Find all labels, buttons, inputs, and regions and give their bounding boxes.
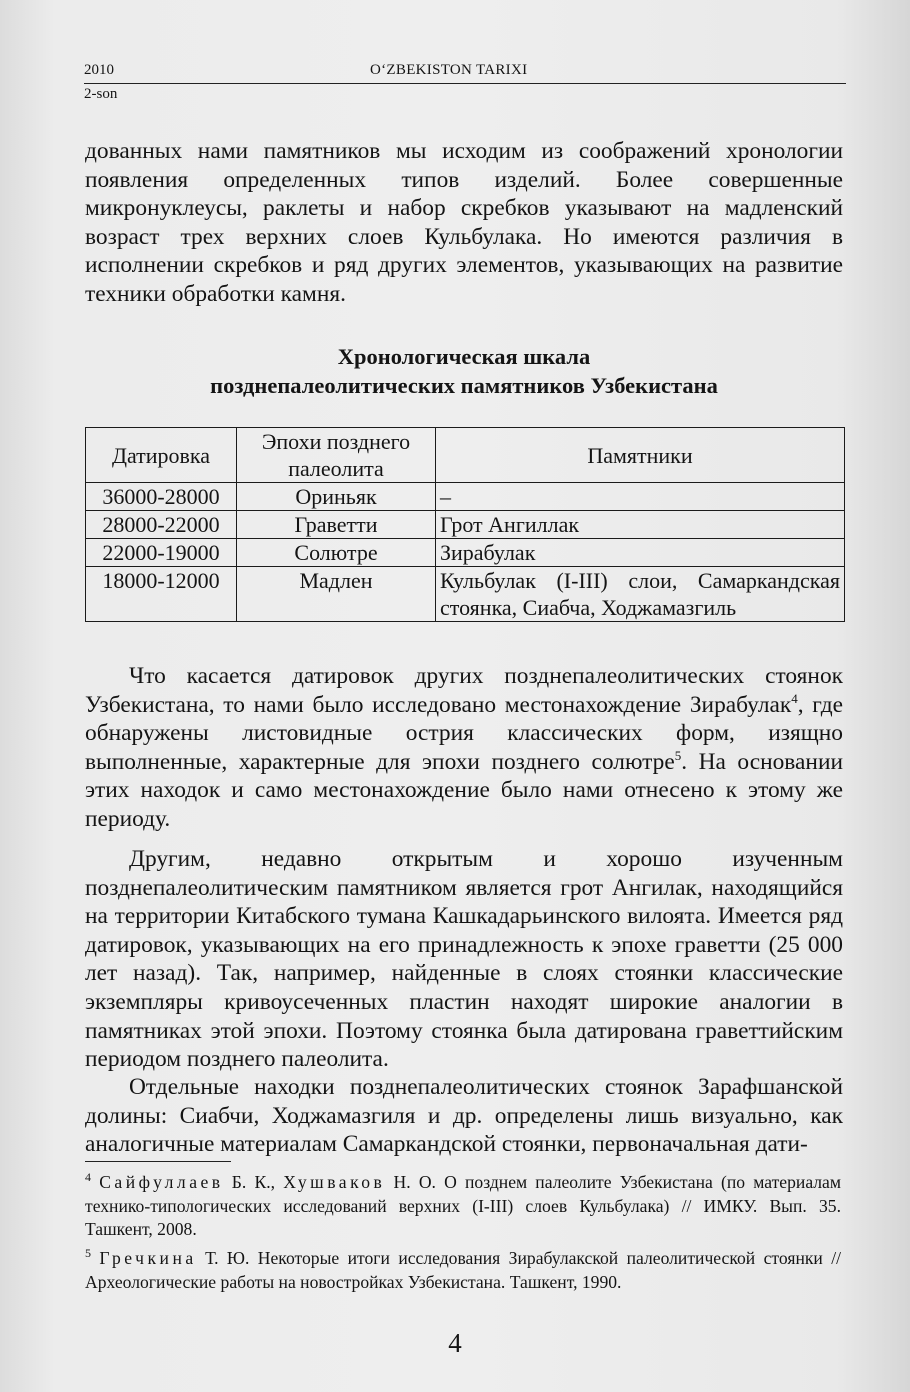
table-header-sites: Памятники [436, 428, 845, 483]
footnote-text: Н. О. О позднем палеолите Узбекистана (по материалам технико-типологических исследований верхних (I-III) слоев Кульбулака) // ИМКУ. Вып. 35. Ташкент, 2008. [85, 1172, 841, 1239]
table-cell-epoch: Ориньяк [237, 483, 436, 511]
table-cell-sites: Грот Ангиллак [436, 511, 845, 539]
table-row [86, 539, 845, 567]
paragraph-4 [85, 1073, 843, 1159]
footnote-ref-5: 5 [674, 747, 682, 763]
paragraph-2-text-b: , где обнаружены листовидные острия классических форм, изящно выполненные, характерные для эпохи позднего солютре [85, 691, 843, 775]
footnote-author: Гречкина [99, 1248, 197, 1268]
table-cell-dating: 22000-19000 [86, 539, 237, 567]
footnote-4 [85, 1171, 841, 1242]
table-row [86, 567, 845, 622]
table-row [86, 483, 845, 511]
table-title [85, 342, 843, 400]
table-cell-epoch: Солютре [237, 539, 436, 567]
paragraph-2 [85, 662, 843, 834]
table-header-epoch: Эпохи позднего палеолита [237, 428, 436, 483]
footnote-number: 4 [85, 1170, 91, 1185]
paragraph-2-text-c: . На основании этих находок и само местонахождение было нами отнесено к этому же периоду. [85, 748, 843, 832]
header-journal-title: O‘ZBEKISTON TARIXI [370, 62, 528, 78]
footnote-rule [85, 1161, 231, 1162]
table-cell-sites: Зирабулак [436, 539, 845, 567]
table-cell-epoch: Граветти [237, 511, 436, 539]
footnote-author: Сайфуллаев [99, 1172, 224, 1192]
table-cell-dating: 18000-12000 [86, 567, 237, 622]
header-rule [84, 83, 846, 84]
table-cell-sites: – [436, 483, 845, 511]
footnote-author: Хушваков [283, 1172, 386, 1192]
table-row [86, 511, 845, 539]
table-cell-sites: Кульбулак (I-III) слои, Самаркандская стоянка, Сиабча, Ходжамазгиль [436, 567, 845, 622]
table-cell-dating: 28000-22000 [86, 511, 237, 539]
footnote-5 [85, 1247, 841, 1294]
footnote-number: 5 [85, 1246, 91, 1261]
paragraph-4-text: Отдельные находки позднепалеолитических стоянок Зарафшанской долины: Сиабчи, Ходжамазгиля и др. определены лишь визуально, как аналогичные материалам Самаркандской стоянки, первоначальная дати- [85, 1074, 843, 1158]
page-number: 4 [448, 1328, 462, 1358]
chronology-table [85, 427, 845, 622]
table-cell-dating: 36000-28000 [86, 483, 237, 511]
paragraph-3 [85, 845, 843, 1074]
header-issue: 2-son [84, 86, 118, 102]
paragraph-3-text: Другим, недавно открытым и хорошо изученным позднепалеолитическим памятником является грот Ангилак, находящийся на территории Китабского тумана Кашкадарьинского вилоята. Имеется ряд датировок, указывающих на его принадлежность к эпохе граветти (25 000 лет назад). Так, например, найденные в слоях стоянки классические экземпляры кривоусеченных пластин находят широкие аналогии в памятниках этой эпохи. Поэтому стоянка была датирована граветтийским периодом позднего палеолита. [85, 846, 843, 1073]
table-title-line-1: Хронологическая шкала [337, 344, 591, 369]
table-cell-epoch: Мадлен [237, 567, 436, 622]
table-header-row [86, 428, 845, 483]
header-year: 2010 [84, 62, 114, 78]
footnote-ref-4: 4 [791, 690, 798, 706]
footnote-text: Т. Ю. Некоторые итоги исследования Зирабулакской палеолитической стоянки // Археологические работы на новостройках Узбекистана. Ташкент, 1990. [85, 1248, 842, 1292]
paragraph-2-text-a: Что касается датировок других позднепалеолитических стоянок Узбекистана, то нами было исследовано местонахождение Зирабулак [85, 663, 843, 718]
footnote-text: Б. К., [223, 1172, 284, 1192]
paragraph-1: дованных нами памятников мы исходим из соображений хронологии появления определенных типов изделий. Более совершенные микронуклеусы, раклеты и набор скребков указывают на мадленский возраст трех верхних слоев Кульбулака. Но имеются различия в исполнении скребков и ряд других элементов, указывающих на развитие техники обработки камня. [85, 138, 843, 307]
table-header-dating: Датировка [86, 428, 237, 483]
table-title-line-2: позднепалеолитических памятников Узбекистана [210, 373, 718, 398]
